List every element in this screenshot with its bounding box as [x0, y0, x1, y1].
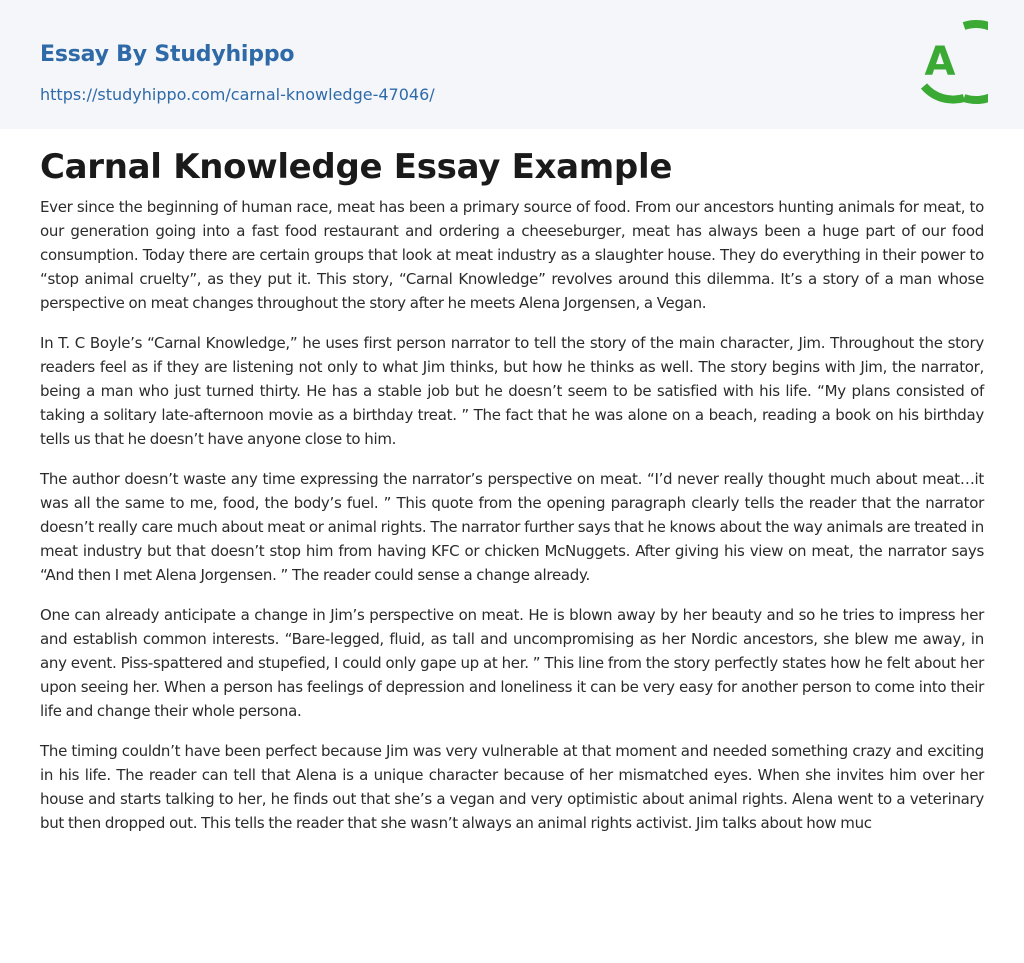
logo-letter: A	[924, 39, 956, 85]
article-paragraph-2: In T. C Boyle’s “Carnal Knowledge,” he uses first person narrator to tell the story of the main character, Jim. Throughout the story readers feel as if they are listening not only to what Jim thinks, but how he thinks as well. The story begins with Jim, the narrator, being a man who just turned thirty. He has a stable job but he doesn’t seem to be satisfied with his life. “My plans consisted of taking a solitary late-afternoon movie as a birthday treat. ” The fact that he was alone on a beach, reading a book on his birthday tells us that he doesn’t have anyone close to him.	[40, 334, 984, 448]
site-brand[interactable]: Essay By Studyhippo	[40, 42, 295, 67]
article-title: Carnal Knowledge Essay Example	[40, 147, 673, 187]
article	[40, 143, 984, 851]
essay-url-link[interactable]: https://studyhippo.com/carnal-knowledge-47046/	[40, 85, 435, 104]
article-paragraph-4: One can already anticipate a change in Jim’s perspective on meat. He is blown away by her beauty and so he tries to impress her and establish common interests. “Bare-legged, fluid, as tall and uncompromising as her Nordic ancestors, she blew me away, in any event. Piss-spattered and stupefied, I could only gape up at her. ” This line from the story perfectly states how he felt about her upon seeing her. When a person has feelings of depression and loneliness it can be very easy for another person to come into their life and change their whole persona.	[40, 606, 984, 720]
article-paragraph-1: Ever since the beginning of human race, meat has been a primary source of food. From our ancestors hunting animals for meat, to our generation going into a fast food restaurant and ordering a cheeseburger, meat has always been a huge part of our food consumption. Today there are certain groups that look at meat industry as a slaughter house. They do everything in their power to “stop animal cruelty”, as they put it. This story, “Carnal Knowledge” revolves around this dilemma. It’s a story of a man whose perspective on meat changes throughout the story after he meets Alena Jorgensen, a Vegan.	[40, 198, 984, 312]
article-paragraph-5: The timing couldn’t have been perfect because Jim was very vulnerable at that moment and needed something crazy and exciting in his life. The reader can tell that Alena is a unique character because of her mismatched eyes. When she invites him over her house and starts talking to her, he finds out that she’s a vegan and very optimistic about animal rights. Alena went to a veterinary but then dropped out. This tells the reader that she wasn’t always an animal rights activist. Jim talks about how muc	[40, 742, 984, 832]
studyhippo-logo-icon[interactable]	[912, 18, 988, 106]
site-header	[0, 0, 1024, 129]
article-paragraph-3: The author doesn’t waste any time expressing the narrator’s perspective on meat. “I’d never really thought much about meat…it was all the same to me, food, the body’s fuel. ” This quote from the opening paragraph clearly tells the reader that the narrator doesn’t really care much about meat or animal rights. The narrator further says that he knows about the way animals are treated in meat industry but that doesn’t stop him from having KFC or chicken McNuggets. After giving his view on meat, the narrator says “And then I met Alena Jorgensen. ” The reader could sense a change already.	[40, 470, 984, 584]
